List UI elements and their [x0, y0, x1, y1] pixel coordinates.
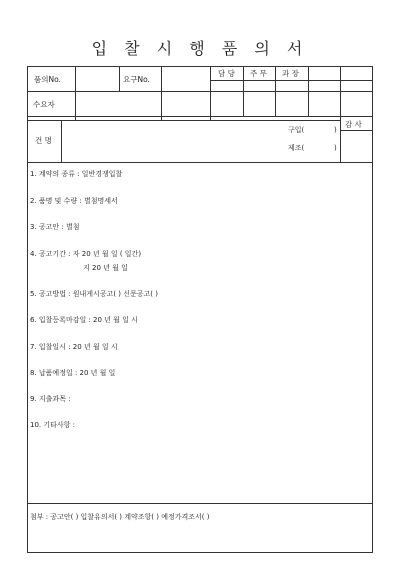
- item-notice-method: 5. 공고방법 : 원내게시공고( ) 신문공고( ): [30, 290, 158, 298]
- manufacture-close: ): [334, 144, 337, 152]
- purchase-option: 구입(: [288, 126, 305, 134]
- form-table: [27, 66, 373, 553]
- audit-label: 감 사: [345, 120, 362, 129]
- item-notice-draft: 3. 공고안 : 별첨: [30, 223, 80, 231]
- approval-gwajang: 과 장: [282, 69, 299, 78]
- col-divider: [210, 67, 211, 120]
- row-divider: [28, 162, 373, 163]
- audit-divider: [340, 130, 373, 131]
- col-divider: [340, 67, 341, 162]
- item-expense-account: 9. 지출과목 :: [30, 395, 71, 403]
- col-divider: [75, 67, 76, 91]
- attachments-line: 첨부 : 공고안( ) 입찰유의서( ) 계약조항( ) 예정가격조서( ): [30, 513, 210, 521]
- item-bid-datetime: 7. 입찰일시 : 20 년 월 일 시: [30, 343, 118, 351]
- col-divider: [161, 91, 162, 120]
- purchase-close: ): [334, 126, 337, 134]
- item-notice-period-from: 4. 공고기간 : 자 20 년 월 일 ( 일간): [30, 250, 142, 258]
- item-registration-deadline: 6. 입찰등록마감일 : 20 년 월 일 시: [30, 316, 138, 324]
- approval-header-divider: [210, 80, 373, 81]
- footer-divider: [28, 503, 373, 504]
- pum-no-label: 품의No.: [34, 75, 61, 84]
- col-divider: [308, 67, 309, 116]
- subject-label: 건 명: [35, 136, 52, 145]
- supplier-label: 수요자: [33, 100, 55, 109]
- col-divider: [119, 67, 120, 91]
- row-divider: [28, 91, 373, 92]
- col-divider: [161, 67, 162, 91]
- col-divider: [61, 120, 62, 162]
- req-no-label: 요구No.: [123, 75, 150, 84]
- manufacture-option: 제조(: [288, 144, 305, 152]
- item-contract-type: 1. 계약의 종류 : 일반경쟁입찰: [30, 170, 123, 178]
- col-divider: [243, 67, 244, 116]
- item-other-notes: 10. 기타사항 :: [30, 421, 75, 429]
- row-divider: [28, 120, 340, 121]
- col-divider: [75, 91, 76, 120]
- approval-jumu: 주 무: [250, 69, 267, 78]
- document-title: 입 찰 시 행 품 의 서: [91, 39, 309, 58]
- col-divider: [275, 67, 276, 116]
- item-product-qty: 2. 품명 및 수량 : 별첨명세서: [30, 197, 118, 205]
- row-divider: [28, 116, 373, 117]
- item-notice-period-to: 지 20 년 월 일: [83, 264, 128, 272]
- approval-damdang: 담 당: [218, 69, 235, 78]
- item-delivery-date: 8. 납품예정일 : 20 년 월 일: [30, 369, 116, 377]
